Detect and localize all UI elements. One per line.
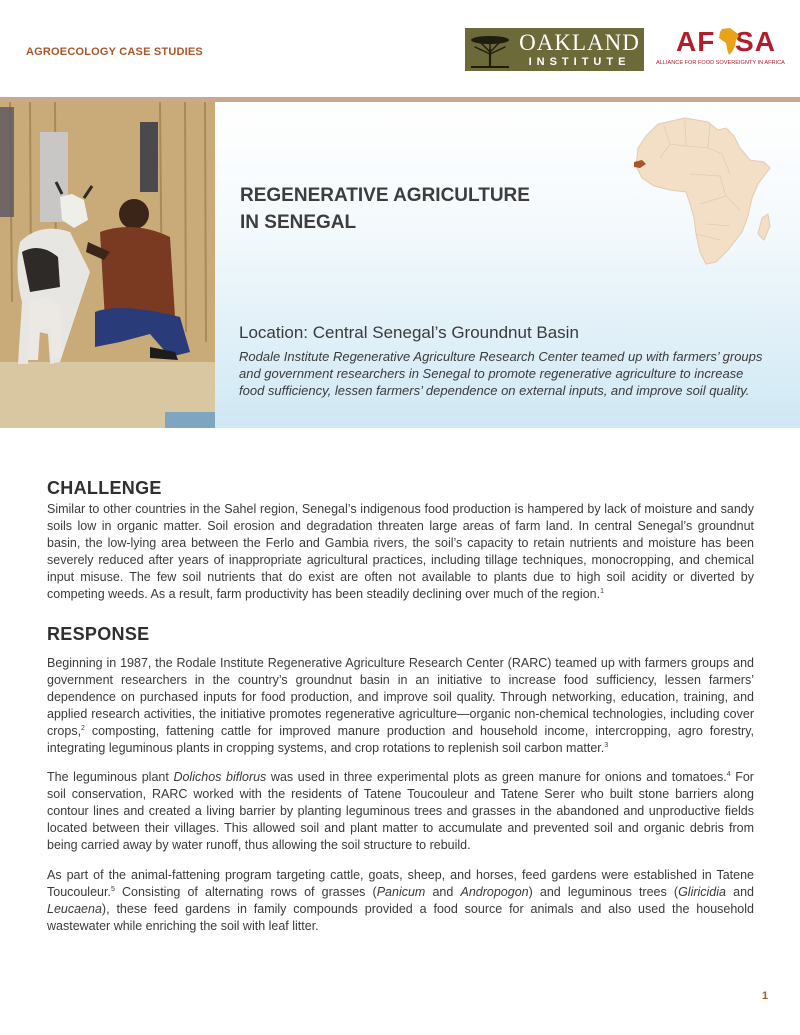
africa-map-icon bbox=[630, 114, 780, 269]
title-line-2: IN SENEGAL bbox=[240, 212, 357, 233]
genus-name: Panicum bbox=[376, 885, 426, 899]
afsa-tagline: ALLIANCE FOR FOOD SOVEREIGNTY IN AFRICA bbox=[656, 60, 785, 66]
afsa-logo bbox=[656, 26, 786, 72]
genus-name: Leucaena bbox=[47, 902, 102, 916]
response-paragraph-2: The leguminous plant Dolichos biflorus was used in three experimental plots as green manure for onions and tomatoes.$^4$ For soil conservation, RARC worked with the residents of Tatene Toucouleur and Tatene Serer who built stone barriers along contour lines and created a living barrier by planting leguminous trees and grasses in the abandoned and unproductive fields located between their villages. This allowed soil and plant matter to accumulate and prevented soil and organic debris from being carried away by water runoff, thus allowing the soil structure to rebuild. bbox=[47, 770, 754, 852]
title-line-1: REGENERATIVE AGRICULTURE bbox=[240, 185, 530, 206]
farmer-with-goats-photo bbox=[0, 102, 215, 428]
location-heading: Location: Central Senegal’s Groundnut Basin bbox=[239, 323, 579, 342]
footnote-ref: 2 bbox=[81, 724, 85, 732]
genus-name: Andropogon bbox=[460, 885, 529, 899]
oakland-institute-logo bbox=[465, 28, 644, 71]
tree-icon bbox=[465, 28, 515, 71]
series-label: AGROECOLOGY CASE STUDIES bbox=[26, 46, 203, 58]
page-title bbox=[240, 182, 530, 236]
footnote-ref: 3 bbox=[604, 741, 609, 749]
challenge-heading: CHALLENGE bbox=[47, 478, 162, 498]
page-number: 1 bbox=[762, 990, 769, 1002]
africa-map-icon bbox=[718, 27, 740, 57]
afsa-wordmark: AF SA bbox=[676, 26, 776, 57]
hero-banner bbox=[215, 102, 800, 428]
footnote-ref: 4 bbox=[726, 770, 731, 778]
oakland-wordmark: OAKLAND bbox=[519, 30, 640, 55]
response-heading: RESPONSE bbox=[47, 624, 150, 644]
challenge-paragraph: Similar to other countries in the Sahel region, Senegal’s indigenous food production is hampered by lack of moisture and sandy soils low in organic matter. Soil erosion and degradation threaten large areas of farm land. In central Senegal’s groundnut basin, the low-lying area between the Ferlo and Gambia rivers, the soil’s capacity to retain nutrients and moisture has been severely reduced after years of inappropriate agricultural practices, including tillage techniques, monocropping, and chemical input misuse. The few soil nutrients that do exist are often not available to plants due to high soil acidity or diverted by competing weeds. As a result, farm productivity has been steadily declining over much of the region.$^1$ bbox=[47, 502, 754, 601]
institute-wordmark: INSTITUTE bbox=[528, 56, 631, 68]
photo-illustration bbox=[0, 102, 215, 428]
response-paragraph-1: Beginning in 1987, the Rodale Institute Regenerative Agriculture Research Center (RARC) teamed up with farmers groups and government researchers in the country’s groundnut basin in an initiative to increase food sufficiency, lessen farmers’ dependence on purchased inputs for food production, and improve soil quality. Through networking, education, training, and applied research activities, the initiative promotes regenerative agriculture—organic non-chemical technologies, including cover crops,$^2$ composting, fattening cattle for improved manure production and household income, intercropping, agro forestry, integrating leguminous plants in cropping systems, and crop rotations to replenish soil carbon matter.$^3$ bbox=[47, 656, 754, 755]
species-name: Dolichos biflorus bbox=[173, 770, 267, 784]
footnote-ref: 5 bbox=[110, 885, 115, 893]
footnote-ref: 1 bbox=[600, 587, 604, 595]
genus-name: Gliricidia bbox=[678, 885, 726, 899]
hero-description: Rodale Institute Regenerative Agriculture Research Center teamed up with farmers’ groups and government researchers in Senegal to promote regenerative agriculture to increase food sufficiency, lessen farmers’ dependence on external inputs, and improve soil quality. bbox=[239, 349, 763, 398]
response-paragraph-3: As part of the animal-fattening program targeting cattle, goats, sheep, and horses, feed gardens were established in Tatene Toucouleur.$^5$ Consisting of alternating rows of grasses (Panicum and Andropogon) and leguminous trees (Gliricidia and Leucaena), these feed gardens in family compounds provided a food source for animals and also used the household wastewater while enriching the soil with leaf litter. bbox=[47, 868, 754, 933]
